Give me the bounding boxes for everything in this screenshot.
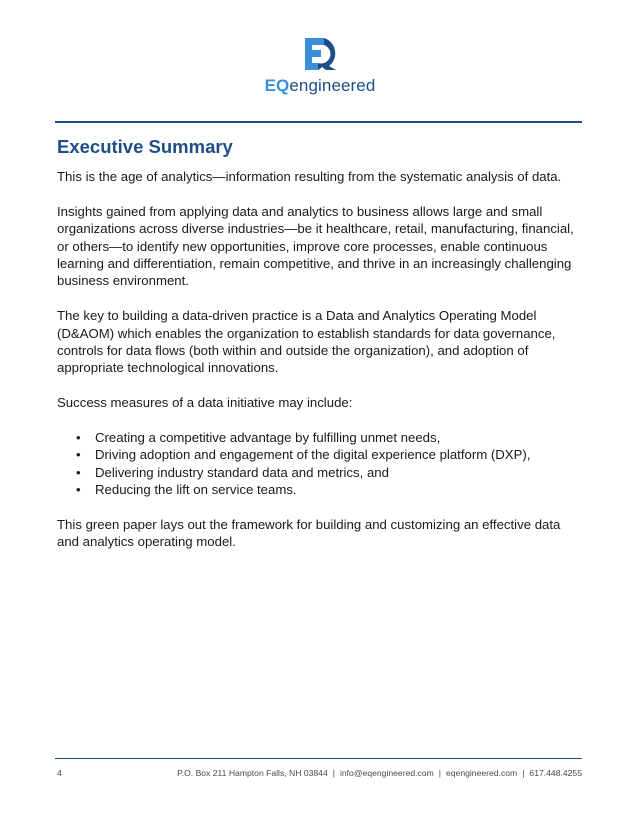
- list-item-text: Delivering industry standard data and metrics, and: [95, 464, 389, 480]
- list-item: [76, 481, 582, 498]
- footer-email[interactable]: info@eqengineered.com: [339, 768, 434, 778]
- paragraph-success-measures: Success measures of a data initiative may include:: [57, 395, 353, 411]
- bullet-icon: •: [76, 482, 81, 498]
- footer-contact: [177, 768, 582, 778]
- footer-separator: |: [438, 768, 441, 778]
- list-item-text: Driving adoption and engagement of the digital experience platform (DXP),: [95, 447, 531, 463]
- paragraph-conclusion: This green paper lays out the framework for building and customizing an effective data and analytics operating model.: [57, 517, 561, 550]
- list-item-text: Creating a competitive advantage by fulfilling unmet needs,: [95, 430, 441, 446]
- footer-phone: 617.448.4255: [529, 768, 582, 778]
- company-logo: [255, 36, 385, 100]
- paragraph-insights: Insights gained from applying data and analytics to business allows large and small organizations across diverse industries—be it healthcare, retail, manufacturing, financial, or others—to identify new opportunities, improve core processes, enable continuous learning and differentiation, remain competitive, and thrive in an increasingly challenging business environment.: [57, 203, 574, 289]
- section-title: Executive Summary: [57, 136, 233, 157]
- footer-address: P.O. Box 211 Hampton Falls, NH 03844: [177, 768, 328, 778]
- footer-website[interactable]: eqengineered.com: [445, 768, 518, 778]
- list-item: [76, 446, 582, 463]
- bullet-icon: •: [76, 464, 81, 480]
- list-item-text: Reducing the lift on service teams.: [95, 482, 297, 498]
- logo-wordmark-rest: engineered: [289, 76, 376, 95]
- eq-logo-mark-icon: [302, 36, 338, 72]
- bullet-icon: •: [76, 430, 81, 446]
- paragraph-key: The key to building a data-driven practice is a Data and Analytics Operating Model (D&AOM) which enables the organization to establish standards for data governance, controls for data flows (both within and outside the organization), and adoption of appropriate technological innovations.: [57, 308, 556, 376]
- footer-divider: [55, 758, 582, 759]
- list-item: [76, 429, 582, 446]
- list-item: [76, 464, 582, 481]
- logo-wordmark-eq: EQ: [264, 76, 290, 95]
- header-divider: [55, 121, 582, 123]
- success-measures-list: [57, 429, 582, 499]
- footer-separator: |: [332, 768, 335, 778]
- paragraph-intro: This is the age of analytics—information resulting from the systematic analysis of data.: [57, 169, 562, 184]
- document-body: [57, 168, 582, 568]
- footer-separator: |: [522, 768, 525, 778]
- bullet-icon: •: [76, 447, 81, 463]
- logo-wordmark: [255, 76, 385, 96]
- page-number: 4: [57, 768, 62, 778]
